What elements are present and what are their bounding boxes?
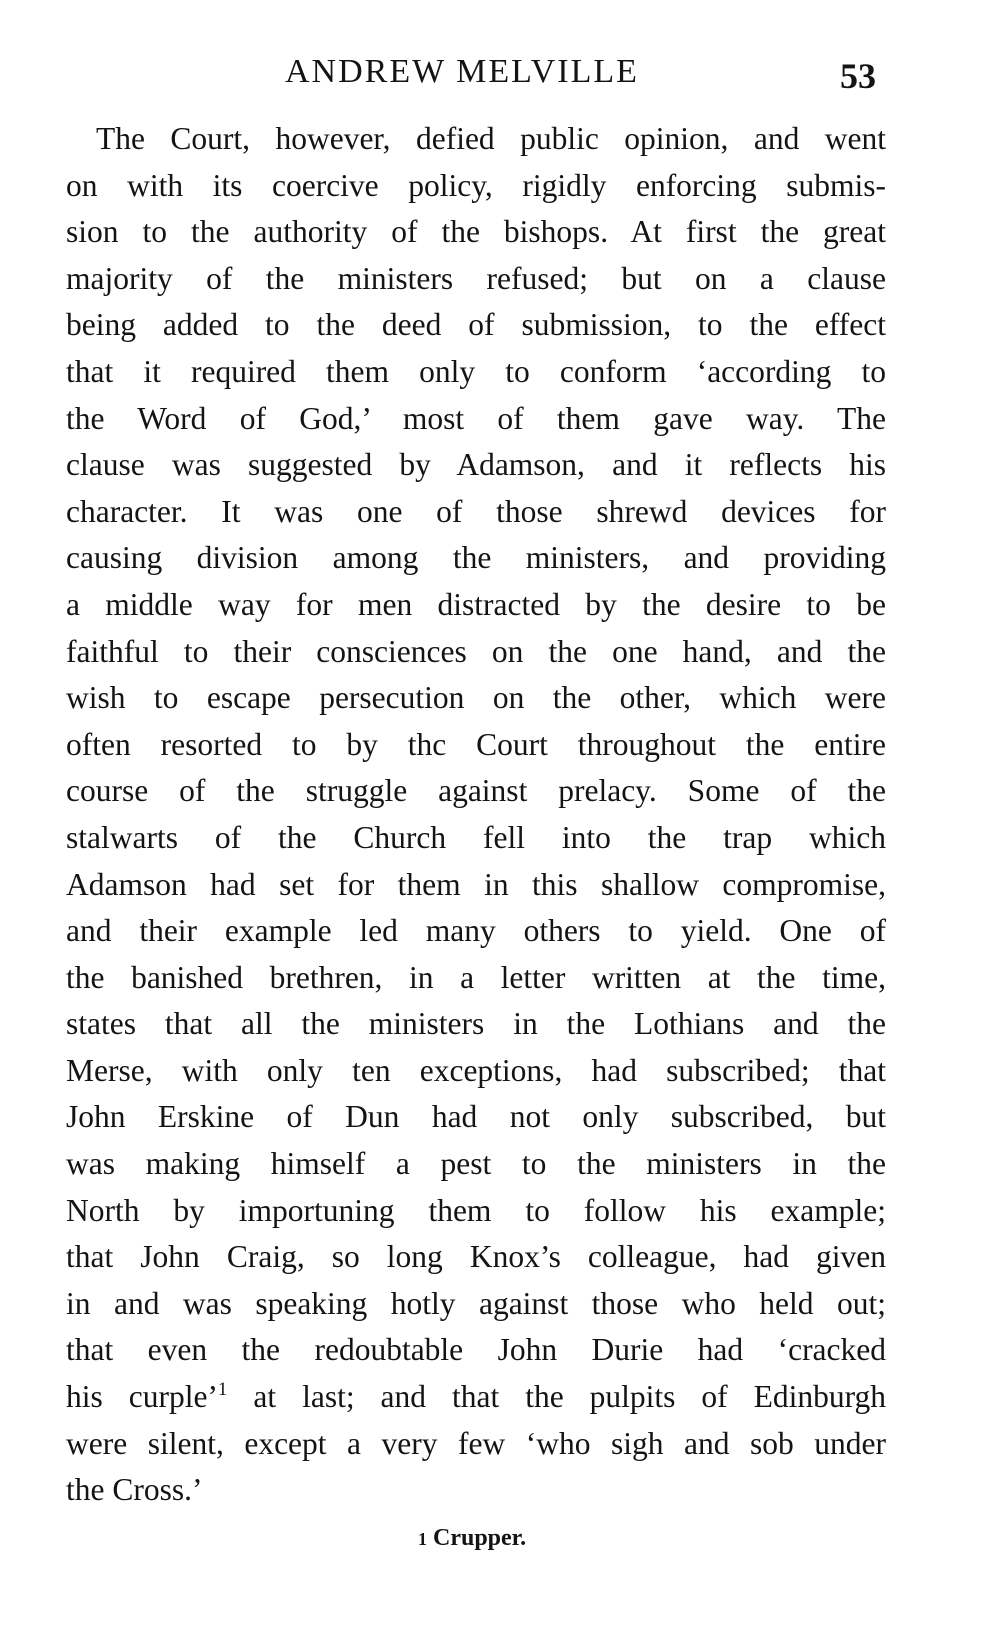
footnote-marker: 1 bbox=[418, 1529, 427, 1549]
text-line: wish to escape persecution on the other, which were bbox=[66, 680, 886, 716]
text-line: Merse, with only ten exceptions, had subscribed; that bbox=[66, 1052, 886, 1088]
text-line: John Erskine of Dun had not only subscribed, but bbox=[66, 1099, 886, 1135]
text-line: being added to the deed of submission, to the effect bbox=[66, 307, 886, 343]
footnote-text: Crupper. bbox=[433, 1525, 527, 1551]
text-line: North by importuning them to follow his example; bbox=[66, 1192, 886, 1228]
running-head bbox=[0, 52, 1000, 96]
text-line: states that all the ministers in the Lothians and the bbox=[66, 1006, 886, 1042]
text-line: on with its coercive policy, rigidly enforcing submis- bbox=[66, 167, 886, 203]
text-line: sion to the authority of the bishops. At first the great bbox=[66, 214, 886, 250]
page-number: 53 bbox=[840, 56, 876, 96]
text-line: course of the struggle against prelacy. Some of the bbox=[66, 773, 886, 809]
text-line: that John Craig, so long Knox’s colleague, had given bbox=[66, 1239, 886, 1275]
text-line: faithful to their consciences on the one hand, and the bbox=[66, 633, 886, 669]
text-line-with-footnote bbox=[66, 1374, 886, 1421]
text-line: and their example led many others to yield. One of bbox=[66, 913, 886, 949]
text-segment: at last; and that the pulpits of Edinburgh bbox=[227, 1379, 886, 1415]
text-segment: his curple’ bbox=[66, 1379, 218, 1415]
text-line: the banished brethren, in a letter written at the time, bbox=[66, 959, 886, 995]
text-line: a middle way for men distracted by the desire to be bbox=[66, 586, 886, 622]
text-line: stalwarts of the Church fell into the trap which bbox=[66, 819, 886, 855]
text-line: that it required them only to conform ‘according to bbox=[66, 353, 886, 389]
text-line: clause was suggested by Adamson, and it reflects his bbox=[66, 447, 886, 483]
text-line-last: the Cross.’ bbox=[66, 1472, 203, 1508]
text-line: causing division among the ministers, and providing bbox=[66, 540, 886, 576]
text-line: majority of the ministers refused; but on a clause bbox=[66, 260, 886, 296]
text-line: character. It was one of those shrewd devices for bbox=[66, 493, 886, 529]
text-line: Adamson had set for them in this shallow compromise, bbox=[66, 866, 886, 902]
footnote-reference[interactable]: 1 bbox=[217, 1379, 228, 1401]
text-line: the Word of God,’ most of them gave way. The bbox=[66, 400, 886, 436]
running-title: ANDREW MELVILLE bbox=[285, 53, 639, 90]
text-line: was making himself a pest to the ministers in the bbox=[66, 1146, 886, 1182]
text-line: were silent, except a very few ‘who sigh and sob under bbox=[66, 1425, 886, 1461]
text-line: in and was speaking hotly against those who held out; bbox=[66, 1285, 886, 1321]
text-line: The Court, however, defied public opinion, and went bbox=[96, 121, 886, 156]
text-line: that even the redoubtable John Durie had ‘cracked bbox=[66, 1332, 886, 1368]
body-paragraph bbox=[66, 116, 886, 1514]
text-line: often resorted to by thc Court throughout the entire bbox=[66, 726, 886, 762]
footnote bbox=[418, 1523, 526, 1554]
